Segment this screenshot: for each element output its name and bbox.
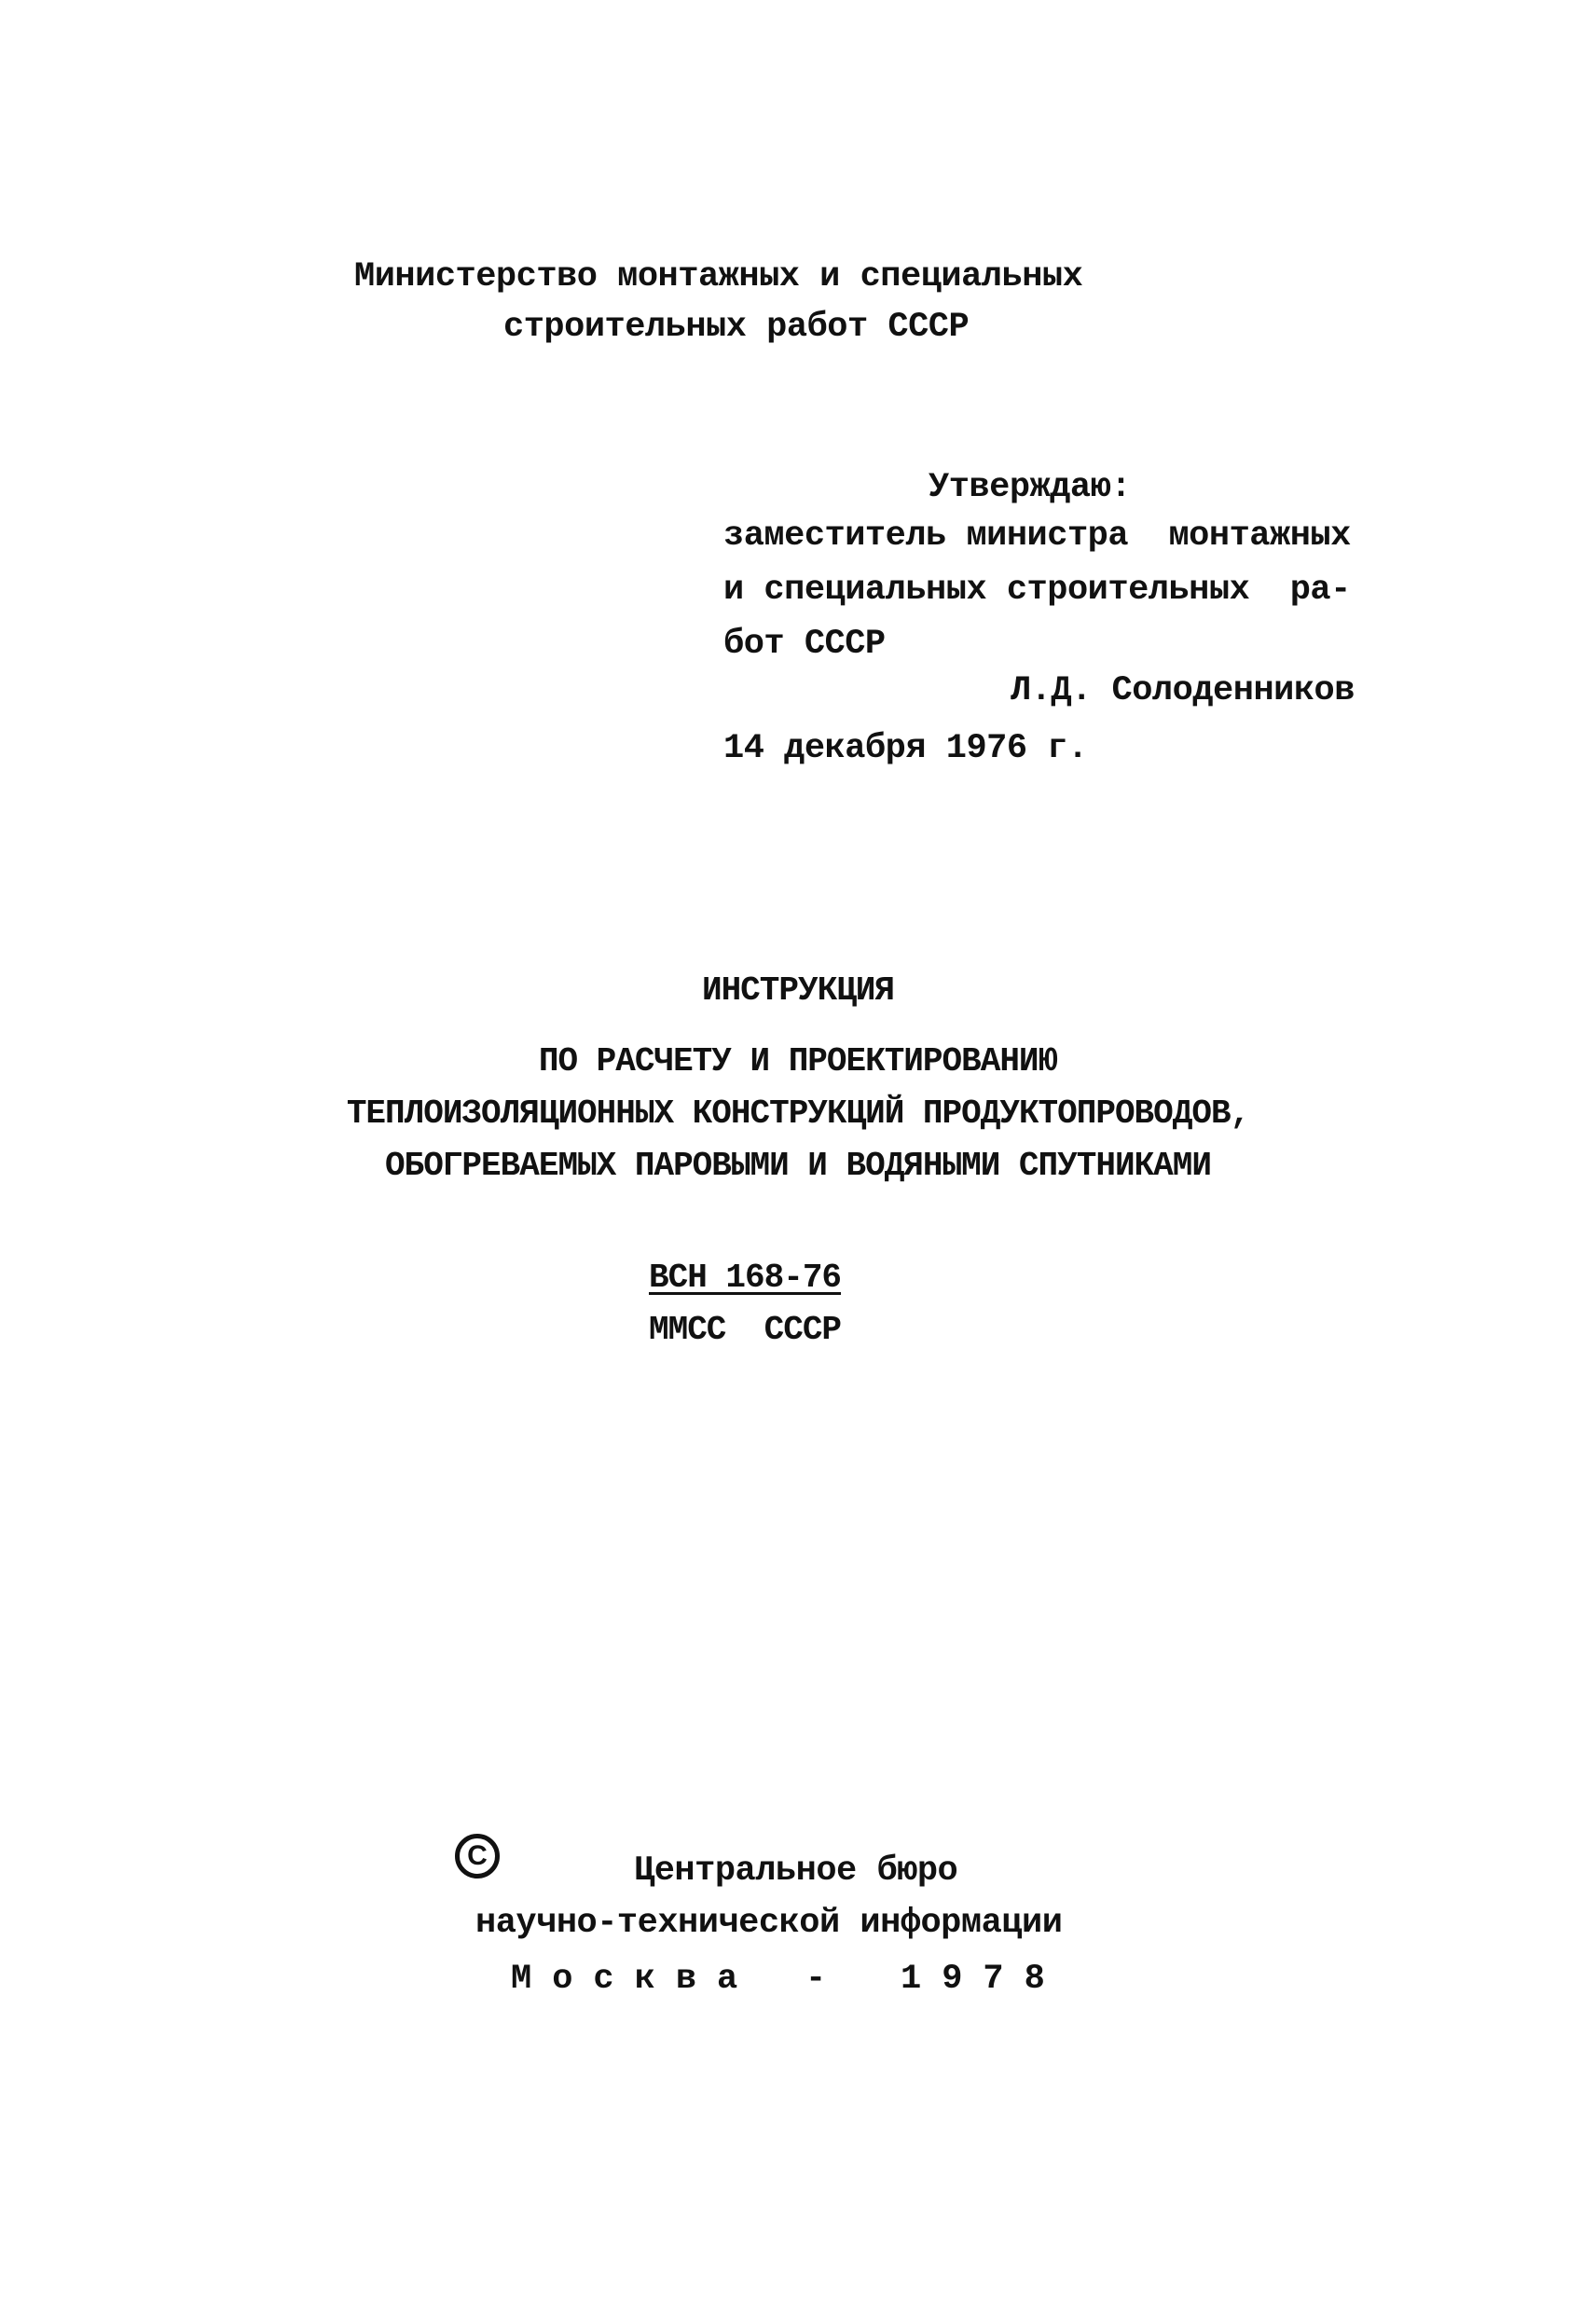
agency-code: ММСС СССР — [649, 1311, 842, 1349]
publisher-line-2: научно-технической информации — [475, 1904, 1063, 1943]
approval-date: 14 декабря 1976 г. — [723, 729, 1088, 768]
copyright-icon: C — [455, 1834, 500, 1878]
title-line-3: ОБОГРЕВАЕМЫХ ПАРОВЫМИ И ВОДЯНЫМИ СПУТНИКАМИ — [385, 1147, 1211, 1185]
publisher-line-1: Центральное бюро — [634, 1851, 958, 1891]
publisher-year: 1978 — [901, 1960, 1066, 1999]
document-type: ИНСТРУКЦИЯ — [701, 971, 895, 1010]
title-line-2: ТЕПЛОИЗОЛЯЦИОННЫХ КОНСТРУКЦИЙ ПРОДУКТОПРОВОДОВ, — [346, 1094, 1250, 1133]
approval-line-1: заместитель министра монтажных — [723, 516, 1351, 556]
approval-signatory: Л.Д. Солоденников — [1011, 671, 1355, 710]
approval-line-2: и специальных строительных ра- — [723, 571, 1351, 610]
publisher-city: Москва — [511, 1960, 759, 1999]
document-code: ВСН 168-76 — [649, 1259, 842, 1297]
title-line-1: ПО РАСЧЕТУ И ПРОЕКТИРОВАНИЮ — [538, 1042, 1058, 1080]
approval-heading: Утверждаю: — [929, 468, 1132, 507]
ministry-line-1: Министерство монтажных и специальных — [354, 257, 1083, 296]
ministry-line-2: строительных работ СССР — [503, 308, 970, 347]
approval-line-3: бот СССР — [723, 625, 886, 664]
publisher-dash: - — [805, 1960, 826, 1999]
